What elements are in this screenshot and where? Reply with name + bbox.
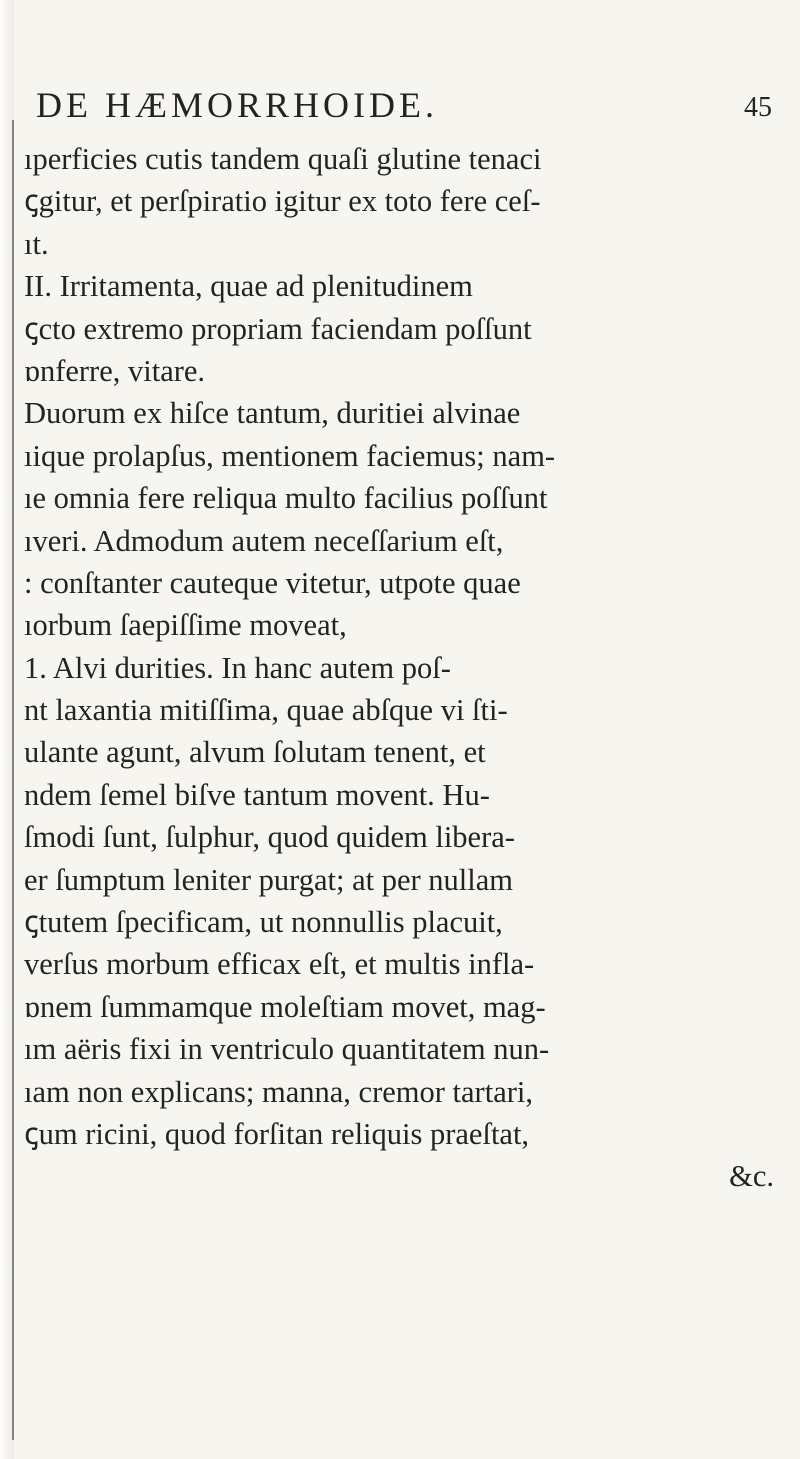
text-line: ſmodi ſunt, ſulphur, quod quidem libera- [24, 820, 515, 855]
text-line: ꞔgitur, et perſpiratio igitur ex toto fere ceſ- [24, 184, 541, 219]
text-line: 1. Alvi durities. In hanc autem poſ- [24, 650, 451, 685]
text-line: ꞔcto extremo propriam faciendam poſſunt [24, 311, 532, 346]
text-line: II. Irritamenta, quae ad plenitudinem [24, 269, 473, 304]
text-line: ıam non explicans; manna, cremor tartari, [24, 1074, 533, 1109]
body-text [24, 138, 784, 1198]
text-line: ım aëris fixi in ventriculo quantitatem nun- [24, 1032, 550, 1067]
text-line: ꞔtutem ſpecificam, ut nonnullis placuit, [24, 905, 503, 940]
text-line: ıique prolapſus, mentionem faciemus; nam- [24, 438, 556, 473]
text-line: nt laxantia mitiſſima, quae abſque vi ſti- [24, 693, 508, 728]
text-line: ndem ſemel biſve tantum movent. Hu- [24, 777, 490, 812]
text-line: ɒnferre, vitare. [24, 353, 206, 388]
text-line: Duorum ex hiſce tantum, duritiei alvinae [24, 396, 521, 431]
text-line: ıveri. Admodum autem neceſſarium eſt, [24, 523, 504, 558]
text-line: ulante agunt, alvum ſolutam tenent, et [24, 735, 486, 770]
text-line: ıe omnia fere reliqua multo facilius poſſunt [24, 481, 548, 516]
text-line: ıt. [24, 226, 49, 261]
page-number: 45 [744, 92, 772, 123]
binding-gutter [0, 0, 14, 1459]
text-line: ıorbum ſaepiſſime moveat, [24, 608, 347, 643]
text-line: ıperficies cutis tandem quaſi glutine tenaci [24, 142, 542, 176]
gutter-edge-line [12, 120, 14, 1440]
text-line: ꞔum ricini, quod forſitan reliquis praeſtat, [24, 1116, 530, 1151]
text-line: : conſtanter cauteque vitetur, utpote quae [24, 565, 521, 600]
text-line: verſus morbum efficax eſt, et multis infla- [24, 947, 535, 982]
catchword: &c. [729, 1159, 774, 1194]
running-head [36, 84, 776, 128]
running-title: DE HÆMORRHOIDE. [36, 85, 438, 125]
text-line: er ſumptum leniter purgat; at per nullam [24, 862, 513, 897]
text-line: ɒnem ſummamque moleſtiam movet, mag- [24, 989, 546, 1024]
